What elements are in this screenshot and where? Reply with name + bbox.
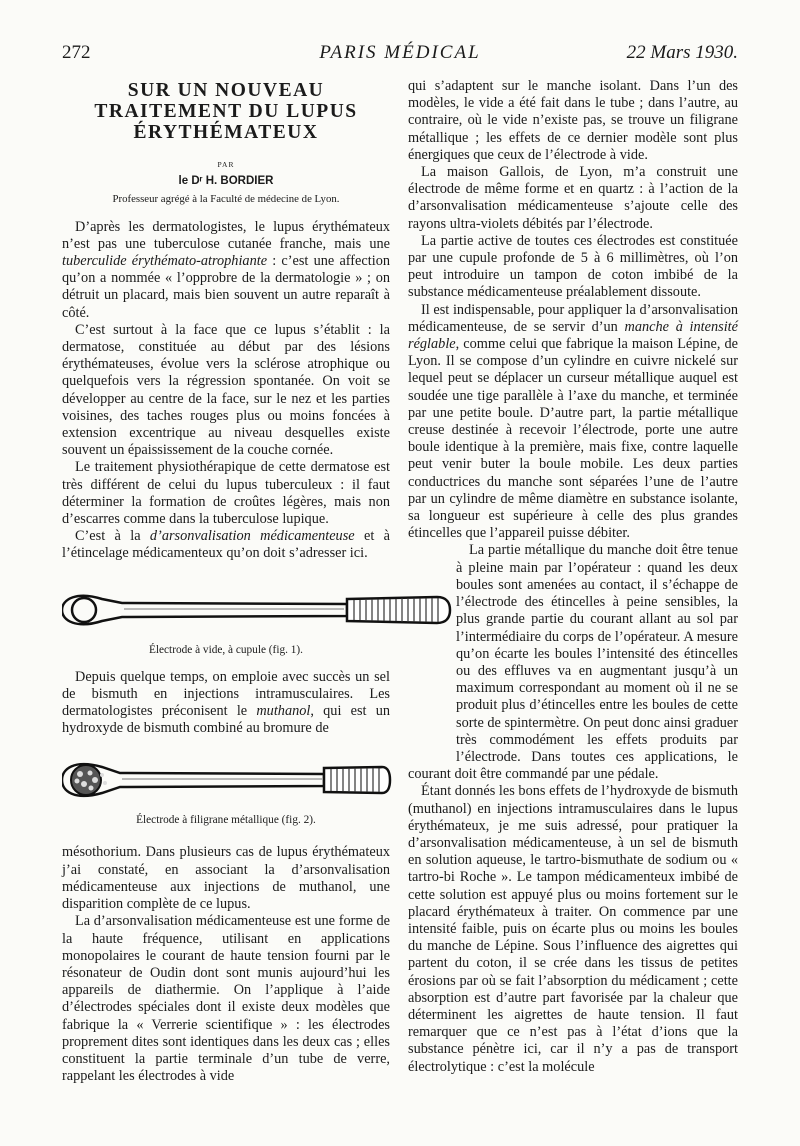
title-line-3: ÉRYTHÉMATEUX (133, 122, 319, 143)
left-column (62, 78, 390, 1085)
author-affiliation: Professeur agrégé à la Faculté de médecine de Lyon. (112, 193, 340, 206)
vacuum-electrode-illustration (62, 579, 452, 641)
paragraph: C’est surtout à la face que ce lupus s’établit : la dermatose, constituée au début par des lésions érythémateuses, évolue vers la sclérose atrophique ou quelquefois vers la régression spontanée. On voit se développer au centre de la face, sur le nez et les parties voisines, des taches rouges plus ou moins foncées à extension excentrique au niveau desquelles existe souvent un épaississement de la couche cornée. (62, 321, 390, 459)
filigree-electrode-illustration (62, 749, 392, 811)
figure-vacuum-electrode (62, 579, 390, 641)
title-line-1: SUR UN NOUVEAU (127, 80, 325, 101)
figure-filigree-electrode (62, 749, 390, 811)
page-number: 272 (62, 42, 91, 63)
paragraph: La partie active de toutes ces électrodes est constituée par une cupule profonde de 5 à 6 millimètres, où l’on peut introduire un tampon de coton imbibé de la substance médicamenteuse préalablement dissoute. (408, 232, 738, 301)
issue-date: 22 Mars 1930. (626, 42, 738, 63)
paragraph: La partie métallique du manche doit être tenue à pleine main par l’opérateur : quand les deux boules sont amenées au contact, il s’échappe de l’électrode des étincelles à peine sensibles, la plus grande partie du courant allant au sol par l’intermédiaire du corps de l’opérateur. A mesure qu’on écarte les boules l’intensité des étincelles ou des effluves va en augmentant jusqu’à un maximum correspondant au moment où il ne se produit plus d’étincelles entre les boules de cette sorte de spintermètre. On peut donc ainsi graduer très commodément les effets produits par l’électrode. Dans toutes ces applications, le courant doit être commandé par une pédale. (408, 542, 738, 783)
paragraph: La maison Gallois, de Lyon, m’a construit une électrode de même forme et en quartz : à l’action de la d’arsonvalisation médicamenteuse s’ajoute celle des rayons ultra-violets débités par l’électrode. (408, 164, 738, 232)
paragraph: D’après les dermatologistes, le lupus érythémateux n’est pas une tuberculose cutanée franche, mais une tuberculide érythémato-atrophiante : c’est une affection qu’on a nommée « l’opprobre de la dermatologie » ; on détruit un placard, mais bien souvent un autre reparaît à côté. (62, 218, 390, 321)
figure-overflow-space (408, 542, 456, 764)
paragraph: Le traitement physiothérapique de cette dermatose est très différent de celui du lupus tuberculeux : il faut déterminer la formation de croûtes légères, mais non d’escarres comme dans la tuberculose lupique. (62, 459, 390, 528)
figure-2-caption: Électrode à filigrane métallique (fig. 2). (136, 814, 316, 827)
author-name: le Dʳ H. BORDIER (178, 175, 274, 188)
paragraph: La d’arsonvalisation médicamenteuse est une forme de la haute fréquence, utilisant en applications monopolaires le courant de haute tension fourni par le résonateur de Oudin dont sont munis aujourd’hui les appareils de diathermie. On l’applique à l’aide d’électrodes spéciales dont il existe deux modèles que fabrique la « Verrerie scientifique » : les électrodes proprement dites sont identiques dans les deux cas ; elles constituent la partie terminale d’un tube de verre, rappelant les électrodes à vide (62, 913, 390, 1085)
article-title (62, 80, 390, 143)
right-column (408, 78, 738, 1076)
paragraph: qui s’adaptent sur le manche isolant. Dans l’un des modèles, le vide a été fait dans le tube ; dans l’autre, au contraire, où le vide n’existe pas, se trouve un filigrane métallique ; les effets de ce dernier modèle sont plus énergiques que ceux de l’électrode à vide. (408, 78, 738, 163)
paragraph: Étant donnés les bons effets de l’hydroxyde de bismuth (muthanol) en injections intramusculaires dans le lupus érythémateux, je me suis adressé, pour pratiquer la d’arsonvalisation médicamenteuse, à un sel de bismuth en solution aqueuse, le tartro-bismuthate de sodium ou « tartro-bi Roche ». Le tampon médicamenteux imbibé de cette solution est appuyé plus ou moins fortement sur le placard érythémateux à traiter. On commence par une intensité faible, puis on écarte plus ou moins les boules du manche de Lépine. Sous l’influence des aigrettes qui partent du coton, il se crée dans les tissus de petites érosions par où se fait l’absorption du médicament ; cette absorption est d’autre part favorisée par la chaleur que déterminent les aigrettes de haute tension. Il faut remarquer que ce n’est pas à l’état d’ions que la substance pénètre ici, car il n’y a pas de transport électrolytique : c’est la molécule (408, 783, 738, 1075)
page-header (62, 42, 738, 68)
journal-title: PARIS MÉDICAL (319, 42, 481, 63)
paragraph: mésothorium. Dans plusieurs cas de lupus érythémateux j’ai constaté, en associant la d’arsonvalisation médicamenteuse aux injections de muthanol, une disparition complète de ce lupus. (62, 844, 390, 913)
title-line-2: TRAITEMENT DU LUPUS (94, 101, 358, 122)
byline-par: PAR (217, 160, 235, 169)
figure-1-caption: Électrode à vide, à cupule (fig. 1). (148, 643, 303, 656)
paragraph: C’est à la d’arsonvalisation médicamenteuse et à l’étincelage médicamenteux qu’on doit s’adresser ici. (62, 528, 390, 562)
paragraph: Depuis quelque temps, on emploie avec succès un sel de bismuth en injections intramusculaires. Les dermatologistes préconisent le muthanol, qui est un hydroxyde de bismuth combiné au bromure de (62, 668, 391, 737)
paragraph: Il est indispensable, pour appliquer la d’arsonvalisation médicamenteuse, de se servir d’un manche à intensité réglable, comme celui que fabrique la maison Lépine, de Lyon. Il se compose d’un cylindre en cuivre nickelé sur lequel peut se déplacer un curseur métallique auquel est soudée une tige parallèle à l’axe du manche, et terminée par une petite boule. D’autre part, la partie métallique creuse destinée à recevoir l’électrode, porte une autre boule identique à la première, mais fixe, contre laquelle peut venir buter la boule mobile. Les deux parties conductrices du manche sont séparées l’une de l’autre par un cylindre de même diamètre en substance isolante, sa longueur est supérieure à celle des plus grandes étincelles que l’appareil puisse débiter. (408, 301, 738, 542)
